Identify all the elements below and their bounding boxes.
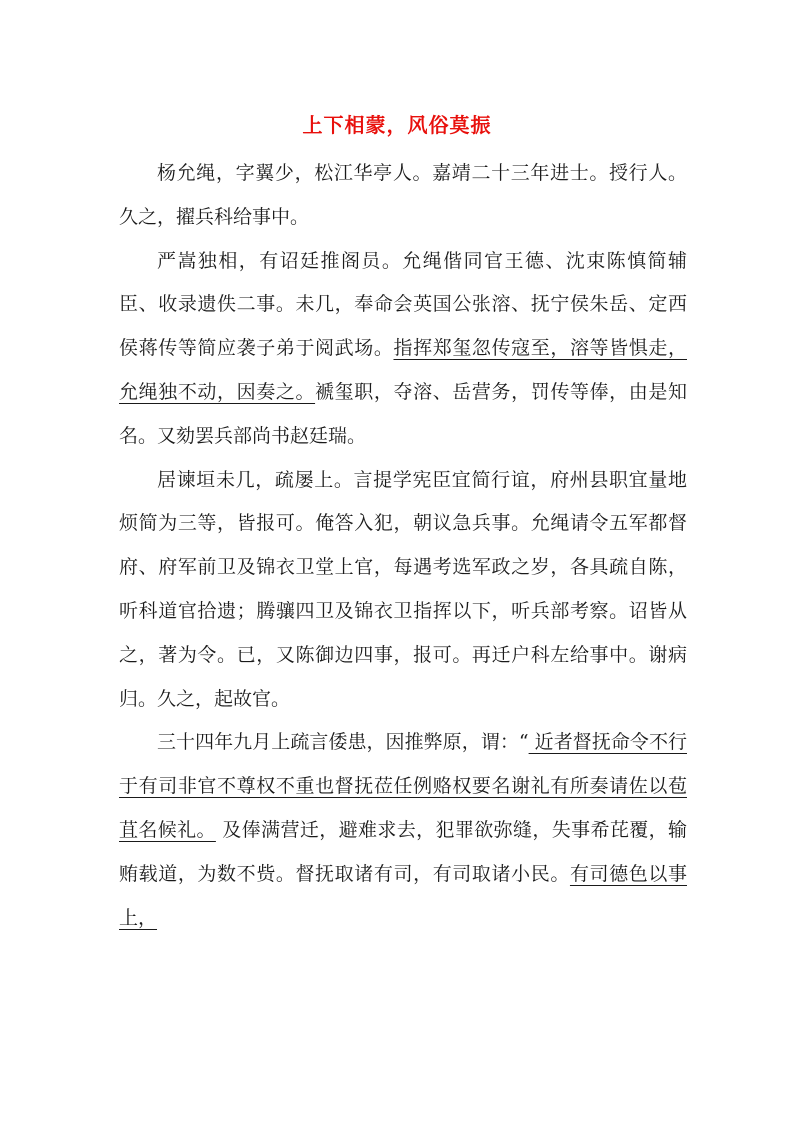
text-segment: 及俸满营迁，避难求去，犯罪欲弥缝，失事希芘覆，输贿载道，为数不赀。督抚取诸有司，有司取诸小民。 <box>119 818 687 885</box>
text-segment: 杨允绳，字翼少，松江华亭人。嘉靖二十三年进士。授行人。久之，擢兵科给事中。 <box>119 162 687 228</box>
paragraph <box>119 152 687 240</box>
underlined-text-segment: 有司德色以事上， <box>119 862 687 929</box>
paragraph <box>119 721 687 940</box>
text-segment: 褫玺职，夺溶、岳营务，罚传等俸，由是知名。又劾罢兵部尚书赵廷瑞。 <box>119 380 687 447</box>
document-body <box>119 152 687 940</box>
document-title: 上下相蒙，风俗莫振 <box>302 113 492 137</box>
text-segment: 三十四年九月上疏言倭患，因推弊原，谓：“ <box>157 731 529 754</box>
text-segment: 居谏垣未几，疏屡上。言提学宪臣宜简行谊，府州县职宜量地烦简为三等，皆报可。俺答入犯，朝议急兵事。允绳请令五军都督府、府军前卫及锦衣卫堂上官，每遇考选军政之岁，各具疏自陈，听科道官拾遗；腾骧四卫及锦衣卫指挥以下，听兵部考察。诏皆从之，著为令。已，又陈御边四事，报可。再迁户科左给事中。谢病归。久之，起故官。 <box>119 468 687 710</box>
paragraph <box>119 240 687 459</box>
underlined-text-segment: 近者督抚命令不行于有司非官不尊权不重也督抚莅任例赂权要名谢礼有所奏请佐以苞苴名候礼。 <box>119 731 687 841</box>
underlined-text-segment: 指挥郑玺忽传寇至，溶等皆惧走，允绳独不动，因奏之。 <box>119 337 687 403</box>
paragraph <box>119 459 687 722</box>
text-segment: 严嵩独相，有诏廷推阁员。允绳偕同官王德、沈束陈慎简辅臣、收录遗佚二事。未几，奉命会英国公张溶、抚宁侯朱岳、定西侯蒋传等简应袭子弟于阅武场。 <box>119 249 687 360</box>
